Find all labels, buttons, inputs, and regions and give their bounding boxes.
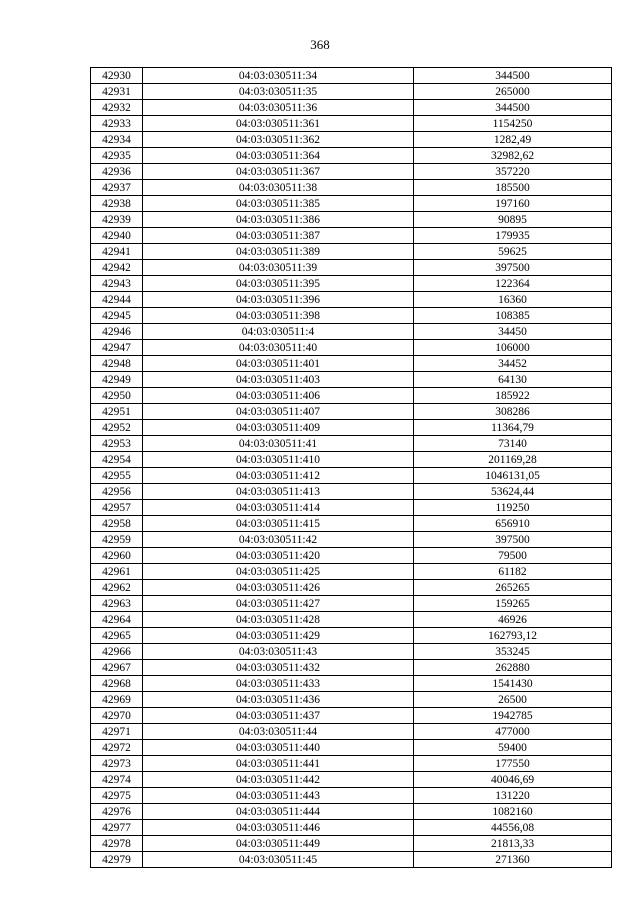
value-cell: 61182 <box>414 564 612 580</box>
row-number-cell: 42957 <box>91 500 143 516</box>
cadastral-number-cell: 04:03:030511:43 <box>143 644 414 660</box>
row-number-cell: 42969 <box>91 692 143 708</box>
table-row <box>91 692 612 708</box>
table-row <box>91 212 612 228</box>
value-cell: 26500 <box>414 692 612 708</box>
value-cell: 656910 <box>414 516 612 532</box>
cadastral-number-cell: 04:03:030511:425 <box>143 564 414 580</box>
table-row <box>91 116 612 132</box>
value-cell: 40046,69 <box>414 772 612 788</box>
row-number-cell: 42974 <box>91 772 143 788</box>
cadastral-number-cell: 04:03:030511:407 <box>143 404 414 420</box>
value-cell: 477000 <box>414 724 612 740</box>
row-number-cell: 42958 <box>91 516 143 532</box>
table-row <box>91 580 612 596</box>
row-number-cell: 42946 <box>91 324 143 340</box>
cadastral-number-cell: 04:03:030511:361 <box>143 116 414 132</box>
row-number-cell: 42961 <box>91 564 143 580</box>
cadastral-number-cell: 04:03:030511:432 <box>143 660 414 676</box>
page-number: 368 <box>310 37 330 52</box>
row-number-cell: 42930 <box>91 68 143 84</box>
cadastral-number-cell: 04:03:030511:364 <box>143 148 414 164</box>
table-row <box>91 308 612 324</box>
value-cell: 79500 <box>414 548 612 564</box>
cadastral-number-cell: 04:03:030511:446 <box>143 820 414 836</box>
value-cell: 53624,44 <box>414 484 612 500</box>
cadastral-number-cell: 04:03:030511:385 <box>143 196 414 212</box>
table-row <box>91 500 612 516</box>
cadastral-number-cell: 04:03:030511:395 <box>143 276 414 292</box>
value-cell: 122364 <box>414 276 612 292</box>
row-number-cell: 42935 <box>91 148 143 164</box>
row-number-cell: 42953 <box>91 436 143 452</box>
value-cell: 185922 <box>414 388 612 404</box>
row-number-cell: 42950 <box>91 388 143 404</box>
table-row <box>91 628 612 644</box>
row-number-cell: 42933 <box>91 116 143 132</box>
row-number-cell: 42942 <box>91 260 143 276</box>
row-number-cell: 42941 <box>91 244 143 260</box>
cadastral-number-cell: 04:03:030511:444 <box>143 804 414 820</box>
value-cell: 185500 <box>414 180 612 196</box>
table-row <box>91 804 612 820</box>
table-row <box>91 132 612 148</box>
value-cell: 11364,79 <box>414 420 612 436</box>
row-number-cell: 42959 <box>91 532 143 548</box>
cadastral-number-cell: 04:03:030511:414 <box>143 500 414 516</box>
value-cell: 73140 <box>414 436 612 452</box>
table-row <box>91 180 612 196</box>
value-cell: 44556,08 <box>414 820 612 836</box>
value-cell: 265265 <box>414 580 612 596</box>
value-cell: 357220 <box>414 164 612 180</box>
table-row <box>91 196 612 212</box>
table-row <box>91 84 612 100</box>
table-row <box>91 820 612 836</box>
cadastral-number-cell: 04:03:030511:41 <box>143 436 414 452</box>
row-number-cell: 42976 <box>91 804 143 820</box>
value-cell: 1282,49 <box>414 132 612 148</box>
cadastral-number-cell: 04:03:030511:34 <box>143 68 414 84</box>
table-body <box>91 68 612 868</box>
row-number-cell: 42931 <box>91 84 143 100</box>
cadastral-number-cell: 04:03:030511:410 <box>143 452 414 468</box>
value-cell: 1046131,05 <box>414 468 612 484</box>
value-cell: 201169,28 <box>414 452 612 468</box>
table-row <box>91 100 612 116</box>
row-number-cell: 42973 <box>91 756 143 772</box>
value-cell: 344500 <box>414 68 612 84</box>
table-row <box>91 340 612 356</box>
value-cell: 265000 <box>414 84 612 100</box>
row-number-cell: 42972 <box>91 740 143 756</box>
row-number-cell: 42977 <box>91 820 143 836</box>
table-row <box>91 228 612 244</box>
table-row <box>91 788 612 804</box>
value-cell: 308286 <box>414 404 612 420</box>
value-cell: 131220 <box>414 788 612 804</box>
table-row <box>91 676 612 692</box>
row-number-cell: 42960 <box>91 548 143 564</box>
row-number-cell: 42943 <box>91 276 143 292</box>
value-cell: 197160 <box>414 196 612 212</box>
cadastral-number-cell: 04:03:030511:362 <box>143 132 414 148</box>
row-number-cell: 42979 <box>91 852 143 868</box>
row-number-cell: 42952 <box>91 420 143 436</box>
table-row <box>91 356 612 372</box>
cadastral-number-cell: 04:03:030511:428 <box>143 612 414 628</box>
cadastral-number-cell: 04:03:030511:396 <box>143 292 414 308</box>
cadastral-number-cell: 04:03:030511:443 <box>143 788 414 804</box>
cadastral-number-cell: 04:03:030511:44 <box>143 724 414 740</box>
row-number-cell: 42955 <box>91 468 143 484</box>
value-cell: 59400 <box>414 740 612 756</box>
row-number-cell: 42956 <box>91 484 143 500</box>
value-cell: 16360 <box>414 292 612 308</box>
cadastral-number-cell: 04:03:030511:367 <box>143 164 414 180</box>
table-row <box>91 276 612 292</box>
table-row <box>91 516 612 532</box>
table-row <box>91 68 612 84</box>
value-cell: 397500 <box>414 260 612 276</box>
cadastral-number-cell: 04:03:030511:426 <box>143 580 414 596</box>
table-row <box>91 372 612 388</box>
table-row <box>91 260 612 276</box>
cadastral-number-cell: 04:03:030511:386 <box>143 212 414 228</box>
value-cell: 90895 <box>414 212 612 228</box>
value-cell: 397500 <box>414 532 612 548</box>
value-cell: 344500 <box>414 100 612 116</box>
table-row <box>91 772 612 788</box>
table-row <box>91 244 612 260</box>
row-number-cell: 42968 <box>91 676 143 692</box>
table-row <box>91 532 612 548</box>
table-row <box>91 436 612 452</box>
row-number-cell: 42947 <box>91 340 143 356</box>
table-row <box>91 484 612 500</box>
table-row <box>91 164 612 180</box>
row-number-cell: 42951 <box>91 404 143 420</box>
cadastral-number-cell: 04:03:030511:436 <box>143 692 414 708</box>
cadastral-number-cell: 04:03:030511:39 <box>143 260 414 276</box>
cadastral-number-cell: 04:03:030511:42 <box>143 532 414 548</box>
value-cell: 32982,62 <box>414 148 612 164</box>
value-cell: 162793,12 <box>414 628 612 644</box>
cadastral-number-cell: 04:03:030511:398 <box>143 308 414 324</box>
row-number-cell: 42963 <box>91 596 143 612</box>
table-row <box>91 564 612 580</box>
table-row <box>91 548 612 564</box>
table-row <box>91 420 612 436</box>
row-number-cell: 42964 <box>91 612 143 628</box>
cadastral-number-cell: 04:03:030511:45 <box>143 852 414 868</box>
cadastral-number-cell: 04:03:030511:440 <box>143 740 414 756</box>
table-row <box>91 292 612 308</box>
value-cell: 1942785 <box>414 708 612 724</box>
row-number-cell: 42932 <box>91 100 143 116</box>
cadastral-number-cell: 04:03:030511:420 <box>143 548 414 564</box>
table-row <box>91 708 612 724</box>
value-cell: 1541430 <box>414 676 612 692</box>
value-cell: 59625 <box>414 244 612 260</box>
row-number-cell: 42940 <box>91 228 143 244</box>
cadastral-number-cell: 04:03:030511:403 <box>143 372 414 388</box>
cadastral-number-cell: 04:03:030511:401 <box>143 356 414 372</box>
cadastral-number-cell: 04:03:030511:389 <box>143 244 414 260</box>
cadastral-number-cell: 04:03:030511:449 <box>143 836 414 852</box>
row-number-cell: 42975 <box>91 788 143 804</box>
cadastral-number-cell: 04:03:030511:36 <box>143 100 414 116</box>
row-number-cell: 42962 <box>91 580 143 596</box>
value-cell: 34452 <box>414 356 612 372</box>
table-row <box>91 324 612 340</box>
value-cell: 159265 <box>414 596 612 612</box>
value-cell: 108385 <box>414 308 612 324</box>
row-number-cell: 42978 <box>91 836 143 852</box>
cadastral-value-table <box>90 67 612 868</box>
row-number-cell: 42954 <box>91 452 143 468</box>
cadastral-number-cell: 04:03:030511:413 <box>143 484 414 500</box>
cadastral-number-cell: 04:03:030511:406 <box>143 388 414 404</box>
cadastral-number-cell: 04:03:030511:427 <box>143 596 414 612</box>
row-number-cell: 42971 <box>91 724 143 740</box>
cadastral-number-cell: 04:03:030511:441 <box>143 756 414 772</box>
row-number-cell: 42949 <box>91 372 143 388</box>
row-number-cell: 42934 <box>91 132 143 148</box>
table-row <box>91 660 612 676</box>
row-number-cell: 42970 <box>91 708 143 724</box>
table-row <box>91 756 612 772</box>
row-number-cell: 42948 <box>91 356 143 372</box>
cadastral-number-cell: 04:03:030511:442 <box>143 772 414 788</box>
cadastral-number-cell: 04:03:030511:40 <box>143 340 414 356</box>
cadastral-number-cell: 04:03:030511:433 <box>143 676 414 692</box>
value-cell: 1154250 <box>414 116 612 132</box>
row-number-cell: 42938 <box>91 196 143 212</box>
cadastral-number-cell: 04:03:030511:409 <box>143 420 414 436</box>
table-row <box>91 644 612 660</box>
row-number-cell: 42945 <box>91 308 143 324</box>
value-cell: 271360 <box>414 852 612 868</box>
row-number-cell: 42936 <box>91 164 143 180</box>
cadastral-number-cell: 04:03:030511:412 <box>143 468 414 484</box>
row-number-cell: 42965 <box>91 628 143 644</box>
cadastral-number-cell: 04:03:030511:387 <box>143 228 414 244</box>
row-number-cell: 42944 <box>91 292 143 308</box>
cadastral-number-cell: 04:03:030511:429 <box>143 628 414 644</box>
value-cell: 106000 <box>414 340 612 356</box>
table-row <box>91 612 612 628</box>
table-row <box>91 148 612 164</box>
value-cell: 177550 <box>414 756 612 772</box>
table-row <box>91 388 612 404</box>
table-row <box>91 596 612 612</box>
cadastral-number-cell: 04:03:030511:35 <box>143 84 414 100</box>
value-cell: 34450 <box>414 324 612 340</box>
table-row <box>91 404 612 420</box>
cadastral-number-cell: 04:03:030511:415 <box>143 516 414 532</box>
value-cell: 179935 <box>414 228 612 244</box>
value-cell: 353245 <box>414 644 612 660</box>
value-cell: 46926 <box>414 612 612 628</box>
row-number-cell: 42967 <box>91 660 143 676</box>
cadastral-number-cell: 04:03:030511:437 <box>143 708 414 724</box>
table-row <box>91 836 612 852</box>
table-row <box>91 724 612 740</box>
row-number-cell: 42939 <box>91 212 143 228</box>
value-cell: 119250 <box>414 500 612 516</box>
value-cell: 64130 <box>414 372 612 388</box>
table-row <box>91 852 612 868</box>
cadastral-number-cell: 04:03:030511:4 <box>143 324 414 340</box>
table-row <box>91 468 612 484</box>
value-cell: 1082160 <box>414 804 612 820</box>
row-number-cell: 42937 <box>91 180 143 196</box>
table-row <box>91 452 612 468</box>
row-number-cell: 42966 <box>91 644 143 660</box>
value-cell: 21813,33 <box>414 836 612 852</box>
value-cell: 262880 <box>414 660 612 676</box>
cadastral-number-cell: 04:03:030511:38 <box>143 180 414 196</box>
table-row <box>91 740 612 756</box>
